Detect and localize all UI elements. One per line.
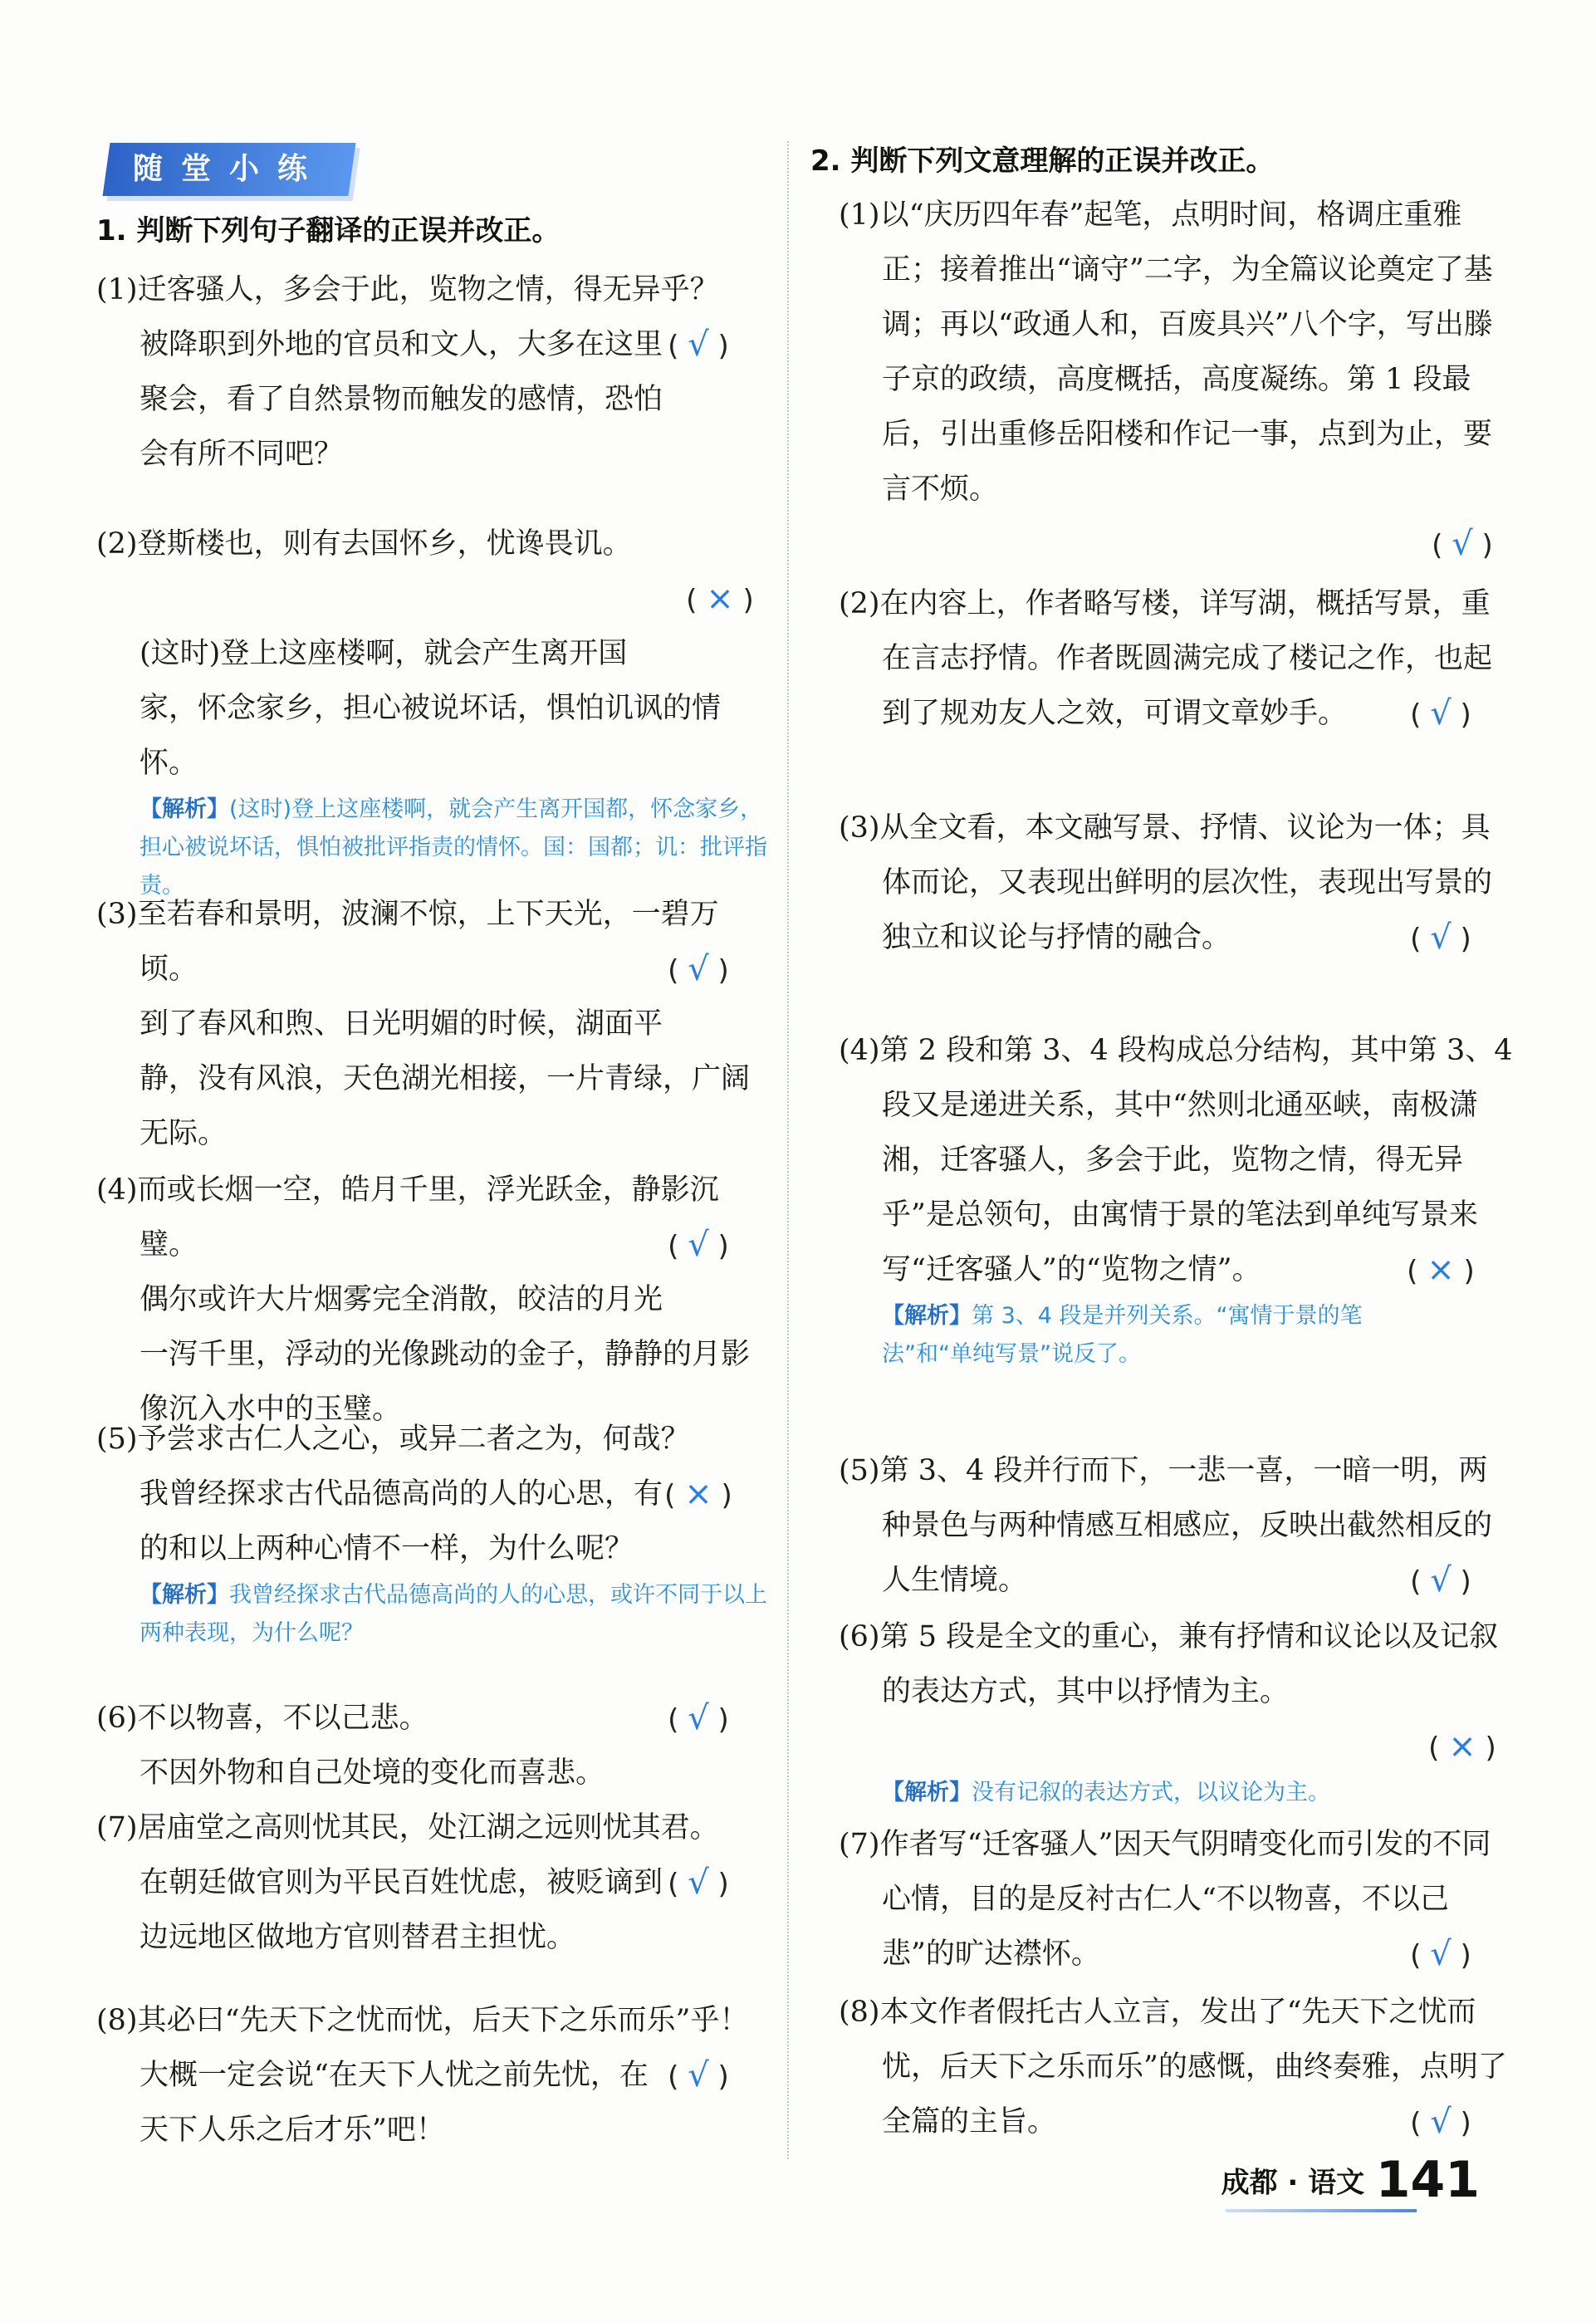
answer-mark: ( √ ) xyxy=(668,2056,729,2094)
q2-item-5 xyxy=(839,1443,1516,1609)
answer-mark: ( √ ) xyxy=(668,326,729,364)
q1-item-5 xyxy=(96,1412,774,1653)
q1-item-8-translation: 大概一定会说“在天下人忧之前先忧，在天下人乐之后才乐”吧！ xyxy=(140,2059,649,2147)
q1-item-1-question: (1)迁客骚人，多会于此，览物之情，得无异乎？ ( √ ) xyxy=(96,262,774,317)
answer-mark: ( × ) xyxy=(1407,1251,1475,1289)
q2-item-6-analysis: 【解析】没有记叙的表达方式，以议论为主。 xyxy=(882,1780,1330,1805)
q1-item-8-question: (8)其必曰“先天下之忧而忧，后天下之乐而乐”乎！ ( √ ) xyxy=(96,1993,774,2048)
section-tag xyxy=(103,143,356,196)
q2-item-1 xyxy=(839,188,1516,573)
q1-item-5-analysis: 【解析】我曾经探求古代品德高尚的人的心思，或许不同于以上两种表现，为什么呢？ xyxy=(140,1582,767,1646)
answer-mark: ( √ ) xyxy=(1432,525,1493,563)
answer-mark: ( √ ) xyxy=(668,1864,729,1902)
footer-rule xyxy=(1226,2209,1417,2212)
q2-item-4-analysis: 【解析】第 3、4 段是并列关系。“寓情于景的笔法”和“单纯写景”说反了。 xyxy=(882,1303,1363,1367)
q2-item-3-statement: (3)从全文看，本文融写景、抒情、议论为一体；具体而论，又表现出鲜明的层次性，表现出写景的独立和议论与抒情的融合。 ( √ ) xyxy=(839,801,1516,965)
q1-item-1-translation: 被降职到外地的官员和文人，大多在这里聚会，看了自然景物而触发的感情，恐怕会有所不同吧？ xyxy=(140,328,663,471)
q1-item-7-question: (7)居庙堂之高则忧其民，处江湖之远则忧其君。 ( √ ) xyxy=(96,1800,774,1855)
footer-subject: 成都 · 语文 xyxy=(1221,2166,1365,2200)
answer-mark: ( × ) xyxy=(1428,1727,1496,1766)
q1-item-4 xyxy=(96,1163,774,1437)
answer-mark: ( √ ) xyxy=(1410,2103,1471,2141)
q1-item-1 xyxy=(96,262,774,482)
column-divider xyxy=(787,141,789,2159)
q2-item-3 xyxy=(839,801,1516,967)
q2-item-7-statement: (7)作者写“迁客骚人”因天气阴晴变化而引发的不同心情，目的是反衬古仁人“不以物喜，不以己悲”的旷达襟怀。 ( √ ) xyxy=(839,1817,1516,1982)
q1-item-2-translation: (这时)登上这座楼啊，就会产生离开国家，怀念家乡，担心被说坏话，惧怕讥讽的情怀。 xyxy=(140,637,722,780)
q1-item-6 xyxy=(96,1691,774,1800)
page-number: 141 xyxy=(1375,2151,1480,2209)
answer-mark: ( √ ) xyxy=(668,950,729,988)
q2-item-5-statement: (5)第 3、4 段并行而下，一悲一喜，一暗一明，两种景色与两种情感互相感应，反映出截然相反的人生情境。 ( √ ) xyxy=(839,1443,1516,1608)
answer-mark: ( √ ) xyxy=(668,1226,729,1264)
q1-item-2-question: (2)登斯楼也，则有去国怀乡，忧谗畏讥。 xyxy=(96,527,632,561)
q1-item-3 xyxy=(96,887,774,1161)
answer-mark: ( × ) xyxy=(686,580,754,618)
q2-item-2 xyxy=(839,576,1516,742)
q2-item-8-statement: (8)本文作者假托古人立言，发出了“先天下之忧而忧，后天下之乐而乐”的感慨，曲终奏雅，点明了全篇的主旨。 ( √ ) xyxy=(839,1985,1516,2149)
q2-title: 2. 判断下列文意理解的正误并改正。 xyxy=(810,145,1275,178)
q1-item-5-question: (5)予尝求古仁人之心，或异二者之为，何哉？ ( × ) xyxy=(96,1412,774,1467)
q1-item-3-translation: 到了春风和煦、日光明媚的时候，湖面平静，没有风浪，天色湖光相接，一片青绿，广阔无际。 xyxy=(140,1007,751,1150)
q1-item-6-question: (6)不以物喜，不以己悲。 ( √ ) xyxy=(96,1691,774,1746)
answer-mark: ( √ ) xyxy=(1410,919,1471,957)
q1-item-8 xyxy=(96,1993,774,2158)
answer-mark: ( × ) xyxy=(664,1475,732,1513)
q1-item-4-question: (4)而或长烟一空，皓月千里，浮光跃金，静影沉璧。 ( √ ) xyxy=(96,1163,774,1272)
page-footer xyxy=(1221,2151,1480,2209)
q2-item-6-statement: (6)第 5 段是全文的重心，兼有抒情和议论以及记叙的表达方式，其中以抒情为主。 xyxy=(839,1620,1499,1708)
q2-item-1-statement: (1)以“庆历四年春”起笔，点明时间，格调庄重雅正；接着推出“谪守”二字，为全篇议论奠定了基调；再以“政通人和，百废具兴”八个字，写出滕子京的政绩，高度概括，高度凝练。第 1 段最后，引出重修岳阳楼和作记一事，点到为止，要言不烦。 xyxy=(839,198,1493,506)
answer-mark: ( √ ) xyxy=(1410,694,1471,732)
q2-item-4 xyxy=(839,1023,1516,1374)
q2-item-8 xyxy=(839,1985,1516,2151)
section-tag-label: 随堂小练 xyxy=(132,152,326,186)
q2-item-7 xyxy=(839,1817,1516,1983)
answer-mark: ( √ ) xyxy=(668,1699,729,1737)
answer-mark: ( √ ) xyxy=(1410,1561,1471,1599)
q1-title: 1. 判断下列句子翻译的正误并改正。 xyxy=(96,214,561,247)
q1-item-4-translation: 偶尔或许大片烟雾完全消散，皎洁的月光一泻千里，浮动的光像跳动的金子，静静的月影像沉入水中的玉璧。 xyxy=(140,1283,751,1426)
q1-item-6-translation: 不因外物和自己处境的变化而喜悲。 xyxy=(140,1756,605,1790)
q1-item-2 xyxy=(96,517,774,905)
q1-item-5-translation: 我曾经探求古代品德高尚的人的心思，有的和以上两种心情不一样，为什么呢？ xyxy=(140,1477,663,1565)
answer-mark: ( √ ) xyxy=(1410,1935,1471,1973)
q2-item-6 xyxy=(839,1609,1516,1812)
q1-item-7-translation: 在朝廷做官则为平民百姓忧虑，被贬谪到边远地区做地方官则替君主担忧。 xyxy=(140,1866,663,1954)
q1-item-3-question: (3)至若春和景明，波澜不惊，上下天光，一碧万顷。 ( √ ) xyxy=(96,887,774,997)
q2-item-2-statement: (2)在内容上，作者略写楼，详写湖，概括写景，重在言志抒情。作者既圆满完成了楼记之作，也起到了规劝友人之效，可谓文章妙手。 ( √ ) xyxy=(839,576,1516,741)
q2-item-4-statement: (4)第 2 段和第 3、4 段构成总分结构，其中第 3、4 段又是递进关系，其中“然则北通巫峡，南极潇湘，迁客骚人，多会于此，览物之情，得无异乎”是总领句，由寓情于景的笔法到单纯写景来写“迁客骚人”的“览物之情”。 ( × ) xyxy=(839,1023,1516,1297)
q1-item-2-analysis: 【解析】(这时)登上这座楼啊，就会产生离开国都，怀念家乡，担心被说坏话，惧怕被批评指责的情怀。国：国都；讥：批评指责。 xyxy=(140,796,767,899)
q1-item-7 xyxy=(96,1800,774,1965)
